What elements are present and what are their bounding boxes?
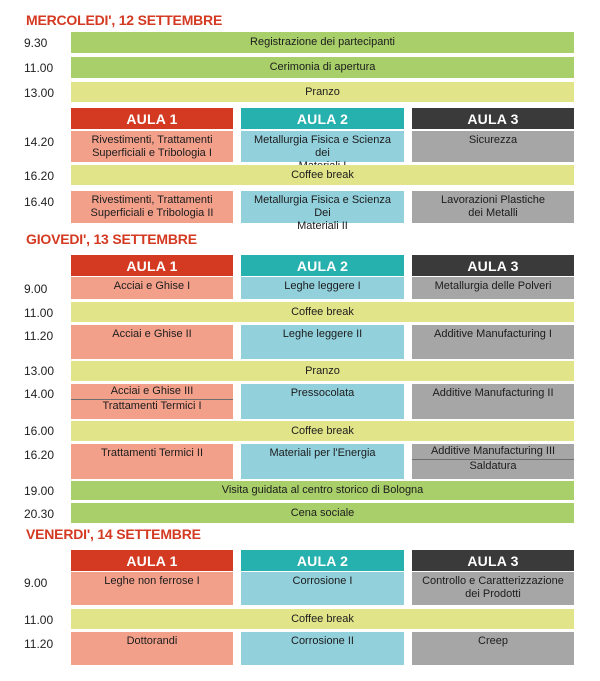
cell-text: Cena sociale	[290, 506, 355, 519]
cell-line: Superficiali e Tribologia II	[90, 207, 214, 219]
cell-text	[414, 575, 572, 601]
cell-line: Controllo e Caratterizzazione	[422, 575, 564, 587]
session-aula2[interactable]	[241, 444, 404, 479]
cell-line: Superficiali e Tribologia I	[92, 147, 212, 159]
cell-text: Registrazione dei partecipanti	[250, 36, 395, 48]
cell-text: Coffee break	[291, 168, 354, 181]
coffee-break[interactable]	[71, 421, 574, 441]
cell-text: Trattamenti Termici I	[102, 400, 202, 412]
aula2-header: AULA 2	[241, 108, 404, 129]
cell-text: Dottorandi	[126, 635, 178, 647]
session-aula2[interactable]	[241, 191, 404, 232]
cell-text: Acciai e Ghise I	[113, 280, 191, 292]
aula3-header: AULA 3	[412, 108, 574, 129]
cell-text: Leghe leggere II	[282, 328, 363, 340]
lunch-break[interactable]	[71, 82, 574, 102]
session-aula2[interactable]	[241, 572, 404, 605]
time-label: 11.00	[24, 61, 54, 75]
aula3-header: AULA 3	[412, 550, 574, 571]
coffee-break[interactable]	[71, 609, 574, 629]
cell-text: Acciai e Ghise III	[110, 385, 194, 397]
session-aula1[interactable]	[71, 131, 233, 162]
session-aula3[interactable]	[412, 572, 574, 605]
cell-text: Corrosione II	[291, 635, 354, 647]
aula2-header: AULA 2	[241, 550, 404, 571]
time-label: 13.00	[24, 86, 55, 100]
cell-text: Coffee break	[291, 612, 354, 625]
session-aula3[interactable]	[412, 131, 574, 162]
aula1-header: AULA 1	[71, 550, 233, 571]
cell-line: Metallurgia Fisica e Scienza dei	[254, 134, 391, 159]
session-aula1[interactable]	[71, 632, 233, 665]
time-label: 9.00	[24, 282, 48, 296]
time-label: 16.40	[24, 195, 55, 209]
cell-text: Pranzo	[305, 85, 340, 98]
cell-line: Materiali II	[297, 220, 348, 232]
cell-text: Acciai e Ghise II	[112, 328, 192, 340]
cell-text: Additive Manufacturing II	[432, 387, 554, 399]
time-label: 11.00	[24, 306, 54, 320]
session-aula3[interactable]	[412, 191, 574, 223]
session-aula3[interactable]	[412, 325, 574, 359]
time-label: 13.00	[24, 364, 55, 378]
cell-text: Pressocolata	[290, 387, 355, 399]
plenary-registration[interactable]	[71, 32, 574, 53]
time-label: 14.20	[24, 135, 55, 149]
time-label: 16.00	[24, 424, 55, 438]
cell-text	[83, 194, 222, 220]
time-label: 20.30	[24, 507, 55, 521]
session-aula1[interactable]	[71, 572, 233, 605]
coffee-break[interactable]	[71, 302, 574, 322]
session-aula1[interactable]	[71, 444, 233, 479]
cell-text: Materiali per l'Energia	[269, 447, 376, 459]
cell-text	[241, 194, 404, 233]
cell-line: Lavorazioni Plastiche	[441, 194, 545, 206]
session-aula3[interactable]	[412, 632, 574, 665]
cell-text: Sicurezza	[468, 134, 518, 146]
session-aula3-part2[interactable]	[412, 460, 574, 479]
time-label: 9.00	[24, 576, 48, 590]
aula3-header: AULA 3	[412, 255, 574, 276]
cell-line: Rivestimenti, Trattamenti	[91, 134, 213, 146]
cell-text: Leghe non ferrose I	[104, 575, 200, 587]
aula1-header: AULA 1	[71, 255, 233, 276]
cell-text	[83, 134, 220, 160]
day-title-wednesday: MERCOLEDI', 12 SETTEMBRE	[26, 12, 223, 28]
cell-line: Metallurgia Fisica e Scienza Dei	[254, 194, 391, 219]
plenary-opening-ceremony[interactable]	[71, 57, 574, 78]
cell-text: Trattamenti Termici II	[100, 447, 204, 459]
session-aula3[interactable]	[412, 384, 574, 419]
session-aula2[interactable]	[241, 384, 404, 419]
cell-text: Creep	[478, 635, 508, 647]
session-aula1[interactable]	[71, 191, 233, 223]
cell-text: Corrosione I	[292, 575, 353, 587]
cell-line: dei Prodotti	[465, 588, 521, 600]
cell-text: Additive Manufacturing I	[433, 328, 552, 340]
session-aula1-part2[interactable]	[71, 400, 233, 419]
session-aula1-part1[interactable]	[71, 384, 233, 399]
session-aula2[interactable]	[241, 632, 404, 665]
cell-text: Coffee break	[291, 305, 354, 318]
cell-text	[433, 194, 553, 220]
time-label: 16.20	[24, 448, 55, 462]
session-aula3-part1[interactable]	[412, 444, 574, 459]
time-label: 16.20	[24, 169, 55, 183]
cell-text: Cerimonia di apertura	[269, 61, 376, 73]
cell-text: Pranzo	[305, 364, 340, 377]
time-label: 9.30	[24, 36, 48, 50]
cell-text: Visita guidata al centro storico di Bologna	[221, 484, 424, 496]
aula1-header: AULA 1	[71, 108, 233, 129]
time-label: 11.20	[24, 329, 54, 343]
cell-line: dei Metalli	[468, 207, 518, 219]
session-aula1[interactable]	[71, 277, 233, 299]
cell-text: Metallurgia delle Polveri	[434, 280, 552, 292]
time-label: 14.00	[24, 387, 55, 401]
cell-text: Saldatura	[469, 460, 517, 472]
aula2-header: AULA 2	[241, 255, 404, 276]
session-aula1[interactable]	[71, 325, 233, 359]
session-aula2[interactable]	[241, 325, 404, 359]
session-aula2[interactable]	[241, 277, 404, 299]
lunch-break[interactable]	[71, 361, 574, 381]
coffee-break[interactable]	[71, 165, 574, 185]
time-label: 11.00	[24, 613, 54, 627]
day-title-friday: VENERDI', 14 SETTEMBRE	[26, 526, 201, 542]
session-aula2[interactable]	[241, 131, 404, 162]
cell-text: Additive Manufacturing III	[430, 445, 556, 457]
session-aula3[interactable]	[412, 277, 574, 299]
cell-line: Rivestimenti, Trattamenti	[91, 194, 213, 206]
social-dinner[interactable]	[71, 503, 574, 523]
cell-text: Coffee break	[291, 424, 354, 437]
cell-text: Leghe leggere I	[284, 280, 361, 292]
time-label: 11.20	[24, 637, 54, 651]
guided-tour[interactable]	[71, 481, 574, 500]
time-label: 19.00	[24, 484, 55, 498]
day-title-thursday: GIOVEDI', 13 SETTEMBRE	[26, 231, 197, 247]
